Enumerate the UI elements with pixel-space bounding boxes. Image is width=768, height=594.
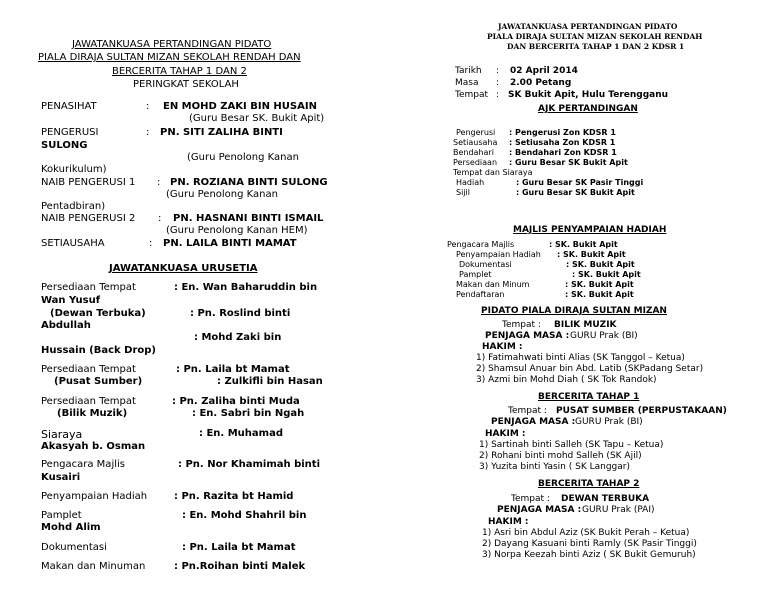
pidato-penjaga-value: GURU Prak (BI) xyxy=(570,331,638,341)
right-title-line-3: DAN BERCERITA TAHAP 1 DAN 2 KDSR 1 xyxy=(507,42,685,51)
pengerusi-colon: : xyxy=(146,127,150,138)
urusetia-t1-label: Persediaan Tempat xyxy=(41,282,136,293)
urusetia-dok-name: : Pn. Laila bt Mamat xyxy=(182,542,296,553)
urusetia-majlis-name: : Pn. Nor Khamimah binti xyxy=(178,459,321,470)
pidato-hakim-1: 2) Shamsul Anuar bin Abd. Latib (SKPadang Setar) xyxy=(476,364,704,374)
penasihat-colon: : xyxy=(146,101,150,112)
urusetia-t1-extra-cont: Hussain (Back Drop) xyxy=(41,345,156,356)
tahap1-tempat-value: PUSAT SUMBER (PERPUSTAKAAN) xyxy=(556,406,727,416)
urusetia-t1-sub-name: : Pn. Roslind binti xyxy=(190,308,291,319)
penasihat-label: PENASIHAT xyxy=(41,101,97,112)
urusetia-heading: JAWATANKUASA URUSETIA xyxy=(109,263,258,274)
urusetia-t1-sub-cont: Abdullah xyxy=(41,320,91,331)
info-masa-label: Masa xyxy=(455,78,479,88)
tahap1-hakim-label: HAKIM : xyxy=(485,429,526,439)
right-title-line-2: PIALA DIRAJA SULTAN MIZAN SEKOLAH RENDAH xyxy=(487,32,703,41)
majlis-label-3: Pamplet xyxy=(459,270,492,279)
majlis-value-0: : SK. Bukit Apit xyxy=(549,240,618,249)
tahap2-heading: BERCERITA TAHAP 2 xyxy=(538,479,640,489)
pengerusi-label: PENGERUSI xyxy=(41,127,99,138)
tahap2-hakim-2: 3) Norpa Keezah binti Aziz ( SK Bukit Gemuruh) xyxy=(482,550,696,560)
info-tempat-label: Tempat xyxy=(455,90,489,100)
urusetia-t3-label: Persediaan Tempat xyxy=(41,396,136,407)
urusetia-siaraya-name: : En. Muhamad xyxy=(199,428,283,439)
majlis-label-1: Penyampaian Hadiah xyxy=(456,250,541,259)
left-title-line-3: BERCERITA TAHAP 1 DAN 2 xyxy=(112,66,247,77)
urusetia-t2-name: : Pn. Laila bt Mamat xyxy=(176,364,290,375)
majlis-label-0: Pengacara Majlis xyxy=(447,240,515,249)
tahap2-tempat-label: Tempat : xyxy=(511,494,550,504)
urusetia-t1-cont: Wan Yusuf xyxy=(41,295,101,306)
left-title-line-2: PIALA DIRAJA SULTAN MIZAN SEKOLAH RENDAH DAN xyxy=(38,52,301,63)
info-tempat-value: SK Bukit Apit, Hulu Terengganu xyxy=(508,90,669,100)
ajk-value-0: : Pengerusi Zon KDSR 1 xyxy=(509,128,616,137)
urusetia-hadiah-name: : Pn. Razita bt Hamid xyxy=(174,491,294,502)
setiausaha-name: PN. LAILA BINTI MAMAT xyxy=(163,238,297,249)
pidato-hakim-label: HAKIM : xyxy=(482,342,523,352)
naib1-role: (Guru Penolong Kanan xyxy=(166,189,278,200)
naib2-colon: : xyxy=(158,213,162,224)
majlis-value-1: : SK. Bukit Apit xyxy=(557,250,626,259)
ajk-value-2: : Bendahari Zon KDSR 1 xyxy=(509,148,617,157)
naib1-name: PN. ROZIANA BINTI SULONG xyxy=(170,177,328,188)
urusetia-t1-sub: (Dewan Terbuka) xyxy=(50,308,146,319)
ajk-heading: AJK PERTANDINGAN xyxy=(538,104,638,114)
ajk-label-1: Setiausaha xyxy=(453,138,498,147)
urusetia-pamplet-label: Pamplet xyxy=(41,510,82,521)
tahap2-penjaga-value: GURU Prak (PAI) xyxy=(582,505,655,515)
majlis-label-2: Dokumentasi xyxy=(459,260,512,269)
tahap1-heading: BERCERITA TAHAP 1 xyxy=(538,392,640,402)
setiausaha-label: SETIAUSAHA xyxy=(41,238,105,249)
pengerusi-name: PN. SITI ZALIHA BINTI xyxy=(160,127,283,138)
pengerusi-role-cont: Kokurikulum) xyxy=(41,164,107,175)
naib2-label: NAIB PENGERUSI 2 xyxy=(41,213,136,224)
tahap1-penjaga-value: GURU Prak (BI) xyxy=(575,417,643,427)
setiausaha-colon: : xyxy=(149,238,153,249)
info-masa-value: 2.00 Petang xyxy=(510,78,572,88)
urusetia-pamplet-name: : En. Mohd Shahril bin xyxy=(182,510,307,521)
urusetia-t1-extra: : Mohd Zaki bin xyxy=(194,332,282,343)
majlis-value-2: : SK. Bukit Apit xyxy=(566,260,635,269)
urusetia-siaraya-label: Siaraya xyxy=(41,428,83,441)
ajk-label-6: Sijil xyxy=(456,188,470,197)
pidato-hakim-0: 1) Fatimahwati binti Alias (SK Tanggol – Ketua) xyxy=(476,353,685,363)
tahap2-hakim-label: HAKIM : xyxy=(488,517,529,527)
pidato-tempat-value: BILIK MUZIK xyxy=(554,320,617,330)
majlis-value-4: : SK. Bukit Apit xyxy=(565,280,634,289)
urusetia-t3-sub-name: : En. Sabri bin Ngah xyxy=(192,408,305,419)
ajk-label-0: Pengerusi xyxy=(456,128,496,137)
tahap2-tempat-value: DEWAN TERBUKA xyxy=(561,494,650,504)
urusetia-t2-sub: (Pusat Sumber) xyxy=(54,376,143,387)
info-tarikh-colon: : xyxy=(496,66,500,76)
pengerusi-role: (Guru Penolong Kanan xyxy=(187,152,299,163)
pidato-tempat-label: Tempat : xyxy=(502,320,541,330)
naib2-name: PN. HASNANI BINTI ISMAIL xyxy=(173,213,324,224)
info-tempat-colon: : xyxy=(496,90,500,100)
pengerusi-name-cont: SULONG xyxy=(41,140,88,151)
tahap1-tempat-label: Tempat : xyxy=(508,406,547,416)
tahap1-hakim-0: 1) Sartinah binti Salleh (SK Tapu – Ketua) xyxy=(479,440,664,450)
urusetia-makan-name: : Pn.Roihan binti Malek xyxy=(174,561,306,572)
naib2-role: (Guru Penolong Kanan HEM) xyxy=(166,225,308,236)
ajk-label-5: Hadiah xyxy=(456,178,485,187)
naib1-role-cont: Pentadbiran) xyxy=(41,201,106,212)
urusetia-t3-name: : Pn. Zaliha binti Muda xyxy=(172,396,300,407)
urusetia-hadiah-label: Penyampaian Hadiah xyxy=(41,491,148,502)
tahap2-hakim-1: 2) Dayang Kasuani binti Ramly (SK Pasir Tinggi) xyxy=(482,539,697,549)
urusetia-t1-name: : En. Wan Baharuddin bin xyxy=(174,282,318,293)
left-title-line-1: JAWATANKUASA PERTANDINGAN PIDATO xyxy=(72,39,272,50)
penasihat-name: EN MOHD ZAKI BIN HUSAIN xyxy=(163,101,317,112)
ajk-value-5: : Guru Besar SK Pasir Tinggi xyxy=(516,178,644,187)
ajk-label-2: Bendahari xyxy=(453,148,494,157)
naib1-label: NAIB PENGERUSI 1 xyxy=(41,177,136,188)
ajk-value-1: : Setiusaha Zon KDSR 1 xyxy=(509,138,616,147)
urusetia-t2-sub-name: : Zulkifli bin Hasan xyxy=(217,376,323,387)
majlis-heading: MAJLIS PENYAMPAIAN HADIAH xyxy=(513,225,667,235)
tahap2-penjaga-label: PENJAGA MASA : xyxy=(497,505,582,515)
majlis-label-5: Pendaftaran xyxy=(456,290,505,299)
pidato-hakim-2: 3) Azmi bin Mohd Diah ( SK Tok Randok) xyxy=(476,375,657,385)
ajk-label-3: Persediaan xyxy=(453,158,498,167)
urusetia-siaraya-cont: Akasyah b. Osman xyxy=(41,441,146,452)
info-tarikh-label: Tarikh xyxy=(455,66,482,76)
info-tarikh-value: 02 April 2014 xyxy=(510,66,578,76)
urusetia-majlis-label: Pengacara Majlis xyxy=(41,459,125,470)
info-masa-colon: : xyxy=(496,78,500,88)
urusetia-t3-sub: (Bilik Muzik) xyxy=(57,408,128,419)
majlis-label-4: Makan dan Minum xyxy=(456,280,530,289)
ajk-value-6: : Guru Besar SK Bukit Apit xyxy=(516,188,635,197)
ajk-value-3: : Guru Besar SK Bukit Apit xyxy=(509,158,628,167)
majlis-value-5: : SK. Bukit Apit xyxy=(565,290,634,299)
majlis-value-3: : SK. Bukit Apit xyxy=(572,270,641,279)
pidato-heading: PIDATO PIALA DIRAJA SULTAN MIZAN xyxy=(481,306,667,316)
tahap2-hakim-0: 1) Asri bin Abdul Aziz (SK Bukit Perah – Ketua) xyxy=(482,528,690,538)
urusetia-dok-label: Dokumentasi xyxy=(41,542,107,553)
urusetia-majlis-cont: Kusairi xyxy=(41,472,81,483)
left-title-line-4: PERINGKAT SEKOLAH xyxy=(133,79,239,88)
urusetia-pamplet-cont: Mohd Alim xyxy=(41,522,101,533)
right-title-line-1: JAWATANKUASA PERTANDINGAN PIDATO xyxy=(498,22,678,31)
tahap1-hakim-2: 3) Yuzita binti Yasin ( SK Langgar) xyxy=(479,462,630,472)
urusetia-makan-label: Makan dan Minuman xyxy=(41,561,146,572)
ajk-label-4: Tempat dan Siaraya xyxy=(453,168,533,177)
naib1-colon: : xyxy=(157,177,161,188)
tahap1-hakim-1: 2) Rohani binti mohd Salleh (SK Ajil) xyxy=(479,451,642,461)
penasihat-role: (Guru Besar SK. Bukit Apit) xyxy=(189,113,325,124)
tahap1-penjaga-label: PENJAGA MASA : xyxy=(491,417,576,427)
pidato-penjaga-label: PENJAGA MASA : xyxy=(485,331,570,341)
urusetia-t2-label: Persediaan Tempat xyxy=(41,364,136,375)
